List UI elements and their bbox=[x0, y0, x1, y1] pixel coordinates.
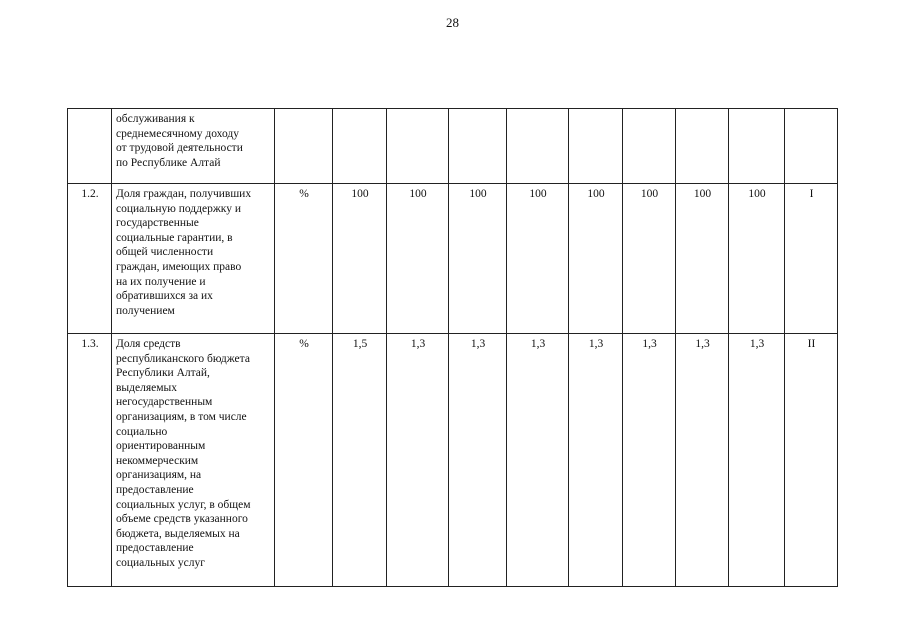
source-cell: II bbox=[785, 334, 838, 587]
source-cell: I bbox=[785, 184, 838, 334]
indicator-label-line: бюджета, выделяемых на bbox=[116, 527, 240, 540]
indicator-label-line: от трудовой деятельности bbox=[116, 142, 243, 155]
indicator-label-line: на их получение и bbox=[116, 275, 206, 288]
table-row bbox=[68, 184, 838, 334]
indicator-label-line: негосударственным bbox=[116, 396, 213, 409]
unit-cell bbox=[275, 109, 333, 184]
unit-cell: % bbox=[275, 334, 333, 587]
indicator-label-line: среднемесячному доходу bbox=[116, 127, 239, 140]
indicator-label-line: Республики Алтай, bbox=[116, 367, 210, 380]
indicator-label-line: предоставление bbox=[116, 542, 194, 555]
indicator-label-line: социальную поддержку и bbox=[116, 202, 242, 215]
value-cell: 1,5 bbox=[333, 334, 387, 587]
value-cell: 1,3 bbox=[449, 334, 507, 587]
indicator-label-line: социальных услуг, в общем bbox=[116, 498, 251, 511]
value-cell bbox=[623, 109, 676, 184]
indicator-label-line: Доля средств bbox=[116, 338, 181, 350]
value-cell: 100 bbox=[507, 184, 569, 334]
indicator-label-line: граждан, имеющих право bbox=[116, 260, 242, 273]
indicator-label-line: организациям, на bbox=[116, 469, 202, 482]
value-cell: 100 bbox=[387, 184, 449, 334]
indicators-table bbox=[67, 108, 838, 587]
value-cell: 1,3 bbox=[507, 334, 569, 587]
value-cell bbox=[333, 109, 387, 184]
unit-cell: % bbox=[275, 184, 333, 334]
row-number-cell bbox=[68, 109, 112, 184]
value-cell bbox=[729, 109, 785, 184]
indicator-label-line: социальные гарантии, в bbox=[116, 231, 233, 244]
indicator-label-line: социально bbox=[116, 425, 168, 438]
indicator-label-line: обратившихся за их bbox=[116, 290, 213, 303]
page-number: 28 bbox=[446, 15, 459, 30]
indicator-label-cell bbox=[112, 184, 275, 334]
value-cell: 100 bbox=[729, 184, 785, 334]
value-cell: 100 bbox=[623, 184, 676, 334]
value-cell: 1,3 bbox=[387, 334, 449, 587]
indicator-label-line: некоммерческим bbox=[116, 454, 199, 467]
indicator-label-line: государственные bbox=[116, 217, 199, 230]
value-cell: 100 bbox=[676, 184, 729, 334]
source-cell bbox=[785, 109, 838, 184]
row-number-cell: 1.2. bbox=[68, 184, 112, 334]
value-cell: 1,3 bbox=[623, 334, 676, 587]
indicator-label-line: общей численности bbox=[116, 246, 214, 259]
value-cell: 1,3 bbox=[676, 334, 729, 587]
table-body bbox=[68, 109, 838, 587]
value-cell: 100 bbox=[333, 184, 387, 334]
indicator-label-line: республиканского бюджета bbox=[116, 352, 250, 365]
value-cell bbox=[507, 109, 569, 184]
table-row bbox=[68, 334, 838, 587]
indicator-label-line: предоставление bbox=[116, 483, 194, 496]
indicator-label-line: получением bbox=[116, 304, 175, 317]
indicator-label-line: выделяемых bbox=[116, 381, 177, 394]
value-cell bbox=[387, 109, 449, 184]
value-cell: 100 bbox=[449, 184, 507, 334]
table-row bbox=[68, 109, 838, 184]
indicator-label-line: по Республике Алтай bbox=[116, 156, 221, 169]
indicator-label-cell bbox=[112, 334, 275, 587]
indicator-label-line: ориентированным bbox=[116, 440, 206, 453]
indicator-label-cell bbox=[112, 109, 275, 184]
indicator-label-line: обслуживания к bbox=[116, 113, 195, 125]
row-number-cell: 1.3. bbox=[68, 334, 112, 587]
indicator-label-line: Доля граждан, получивших bbox=[116, 188, 252, 200]
indicator-label-line: социальных услуг bbox=[116, 556, 205, 569]
value-cell bbox=[569, 109, 623, 184]
value-cell: 1,3 bbox=[569, 334, 623, 587]
indicator-label-line: организациям, в том числе bbox=[116, 410, 247, 423]
value-cell: 1,3 bbox=[729, 334, 785, 587]
value-cell bbox=[449, 109, 507, 184]
indicator-label-line: объеме средств указанного bbox=[116, 513, 248, 526]
value-cell: 100 bbox=[569, 184, 623, 334]
value-cell bbox=[676, 109, 729, 184]
